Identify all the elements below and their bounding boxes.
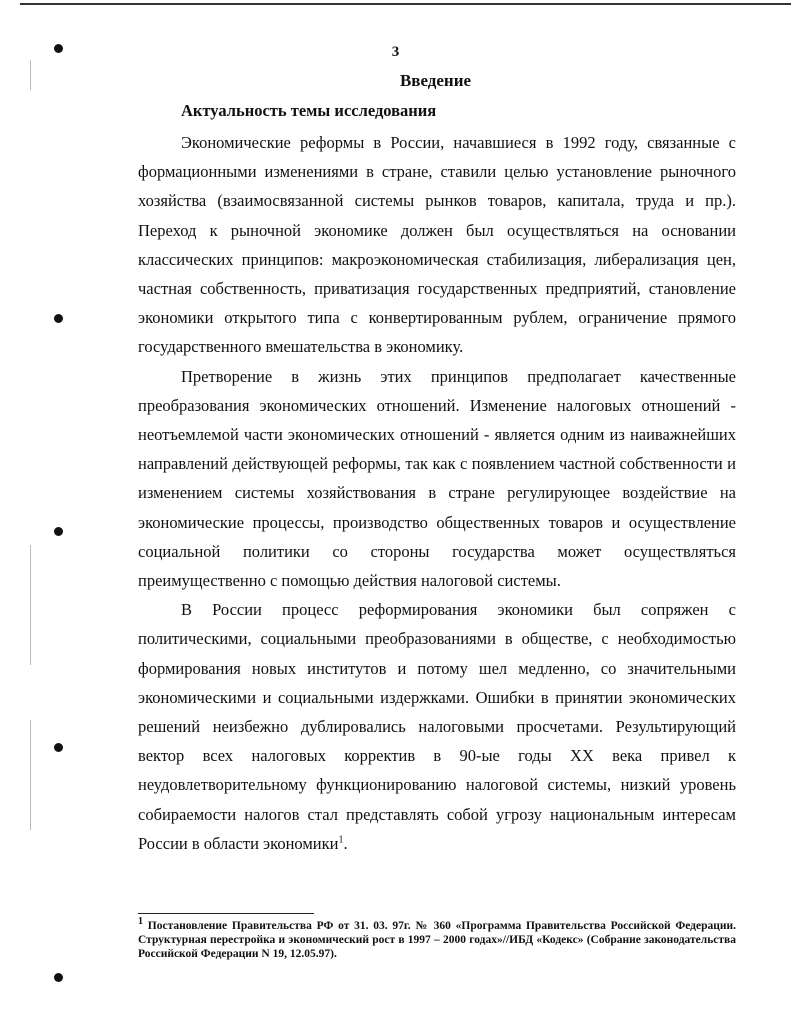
footnote-text: Постановление Правительства РФ от 31. 03. 97г. № 360 «Программа Правительства Российской Федерации. Структурная перестройка и экономический рост в 1997 – 2000 годах»//ИБД «Кодекс» (Собрание законодательства Российской Федерации N 19, 12.05.97).: [138, 920, 736, 960]
page-title: Введение: [399, 71, 472, 90]
footnote: [138, 916, 736, 961]
footnote-separator: [138, 913, 314, 914]
paragraph: [138, 362, 736, 596]
paragraph: Экономические реформы в России, начавшиеся в 1992 году, связанные с формационными изменениями в стране, ставили целью установление рыночного хозяйства (взаимосвязанной системы рынков товаров, капитала, труда и пр.). Переход к рыночной экономике должен был осуществляться на основании классических принципов: макроэкономическая стабилизация, либерализация цен, частная собственность, приватизация государственных предприятий, становление экономики открытого типа с конвертированным рублем, ограничение прямого государственного вмешательства в экономику.: [138, 133, 736, 357]
binder-hole-icon: [54, 743, 63, 752]
scan-edge-mark: [30, 720, 31, 830]
footnote-marker: 1: [138, 916, 143, 928]
binder-hole-icon: [54, 527, 63, 536]
footnote-reference[interactable]: 1: [338, 834, 344, 846]
paragraph: [138, 595, 736, 858]
binder-hole-icon: [54, 973, 63, 982]
paragraph-text: Претворение в жизнь этих принципов предполагает качественные преобразования экономических отношений. Изменение налоговых отношений - неотъемлемой части экономических отношений - является одним из наиважнейших направлений действующей реформы, так как с появлением частной собственности и изменением системы хозяйствования в стране регулирующее воздействие на экономические процессы, производство общественных товаров и осуществление социальной политики со стороны государства может осуществляться преимущественно с помощью действия налоговой системы.: [138, 366, 736, 591]
scan-edge-mark: [30, 545, 31, 665]
paragraph-tail: .: [343, 833, 348, 853]
section-heading: Актуальность темы исследования: [181, 101, 437, 120]
top-edge-line: [20, 3, 791, 5]
binder-hole-icon: [54, 314, 63, 323]
page-number: 3: [391, 44, 400, 60]
paragraph-text: В России процесс реформирования экономики был сопряжен с политическими, социальными преобразованиями в обществе, с необходимостью формирования новых институтов и потому шел медленно, со значительными экономическими и социальными издержками. Ошибки в принятии экономических решений неизбежно дублировались налоговыми просчетами. Результирующий вектор всех налоговых корректив в 90-ые годы XX века привел к неудовлетворительному функционированию налоговой системы, низкий уровень собираемости налогов стал представлять собой угрозу национальным интересам России в области экономики: [138, 600, 736, 853]
body-text: [138, 128, 736, 858]
